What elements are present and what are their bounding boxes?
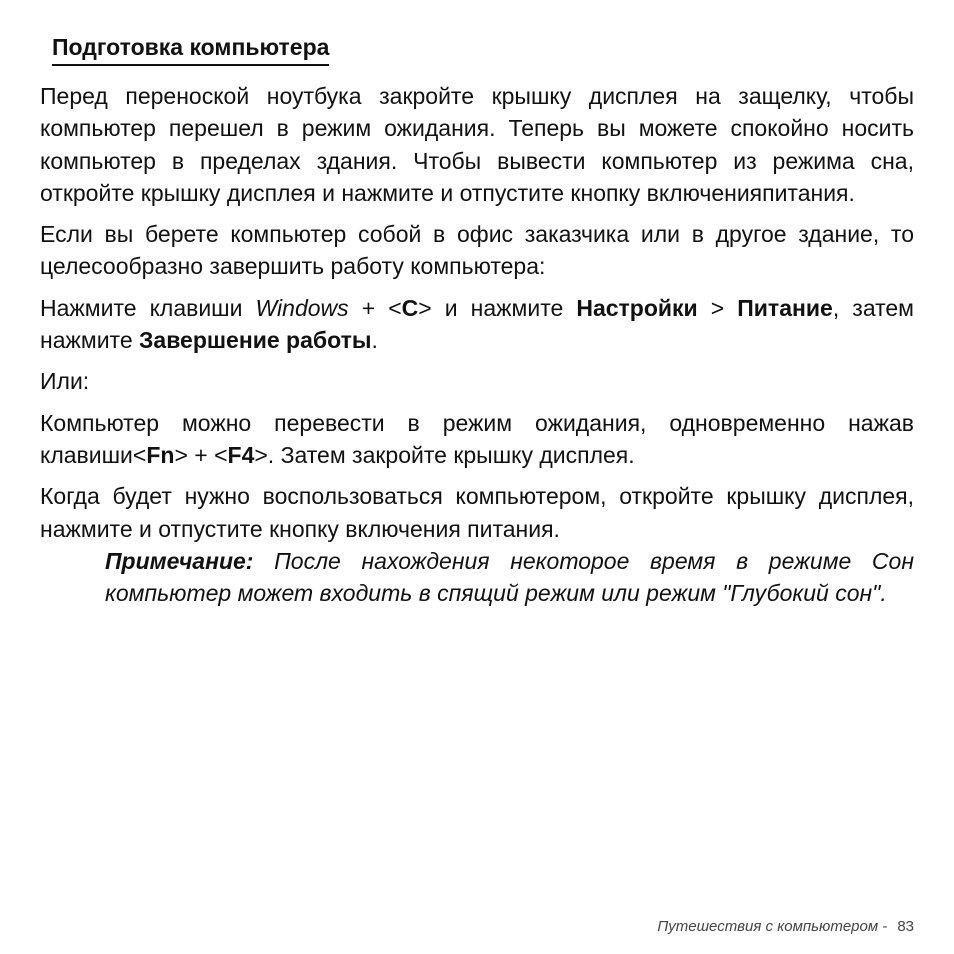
text-run: , затем нажмите (40, 294, 914, 354)
fn-key-label: Fn (146, 441, 175, 468)
text-run: > и нажмите (418, 294, 577, 321)
page-number: 83 (897, 918, 914, 935)
note-text: После нахождения некоторое время в режиме Сон компьютер может входить в спящий режим или режим "Глубокий сон". (105, 547, 914, 607)
c-key-label: C (401, 294, 419, 321)
text-run: . (371, 327, 378, 354)
shutdown-label: Завершение работы (139, 327, 372, 354)
text-run: + < (348, 294, 402, 321)
text-run: Компьютер можно перевести в режим ожидания, одновременно нажав клавиши< (40, 409, 914, 468)
f4-key-label: F4 (227, 441, 255, 468)
paragraph-carry: Перед переноской ноутбука закройте крышку дисплея на защелку, чтобы компьютер перешел в режим ожидания. Теперь вы можете спокойно носить компьютер в пределах здания. Чтобы вывести компьютер из режима сна, откройте крышку дисплея и нажмите и отпустите кнопку включенияпитания. (40, 83, 914, 206)
note-label: Примечание: (105, 547, 254, 574)
footer-section-title: Путешествия с компьютером - (657, 918, 888, 935)
paragraph-shutdown-instructions (40, 292, 914, 357)
paragraph-office: Если вы берете компьютер собой в офис заказчика или в другое здание, то целесообразно завершить работу компьютера: (40, 221, 914, 280)
text-run: > + < (174, 441, 228, 468)
windows-key-label: Windows (255, 294, 349, 321)
note-block (105, 545, 914, 610)
text-run: > (697, 294, 738, 321)
text-run: Нажмите клавиши (40, 294, 256, 321)
section-title: Подготовка компьютера (52, 30, 329, 66)
paragraph-wake: Когда будет нужно воспользоваться компьютером, откройте крышку дисплея, нажмите и отпустите кнопку включения питания. (40, 483, 914, 542)
text-run: >. Затем закройте крышку дисплея. (254, 441, 635, 468)
page-footer (657, 918, 914, 935)
document-page (40, 30, 914, 609)
settings-label: Настройки (576, 294, 698, 321)
paragraph-or: Или: (40, 368, 90, 395)
paragraph-sleep-hotkey (40, 407, 914, 472)
power-label: Питание (737, 294, 833, 321)
